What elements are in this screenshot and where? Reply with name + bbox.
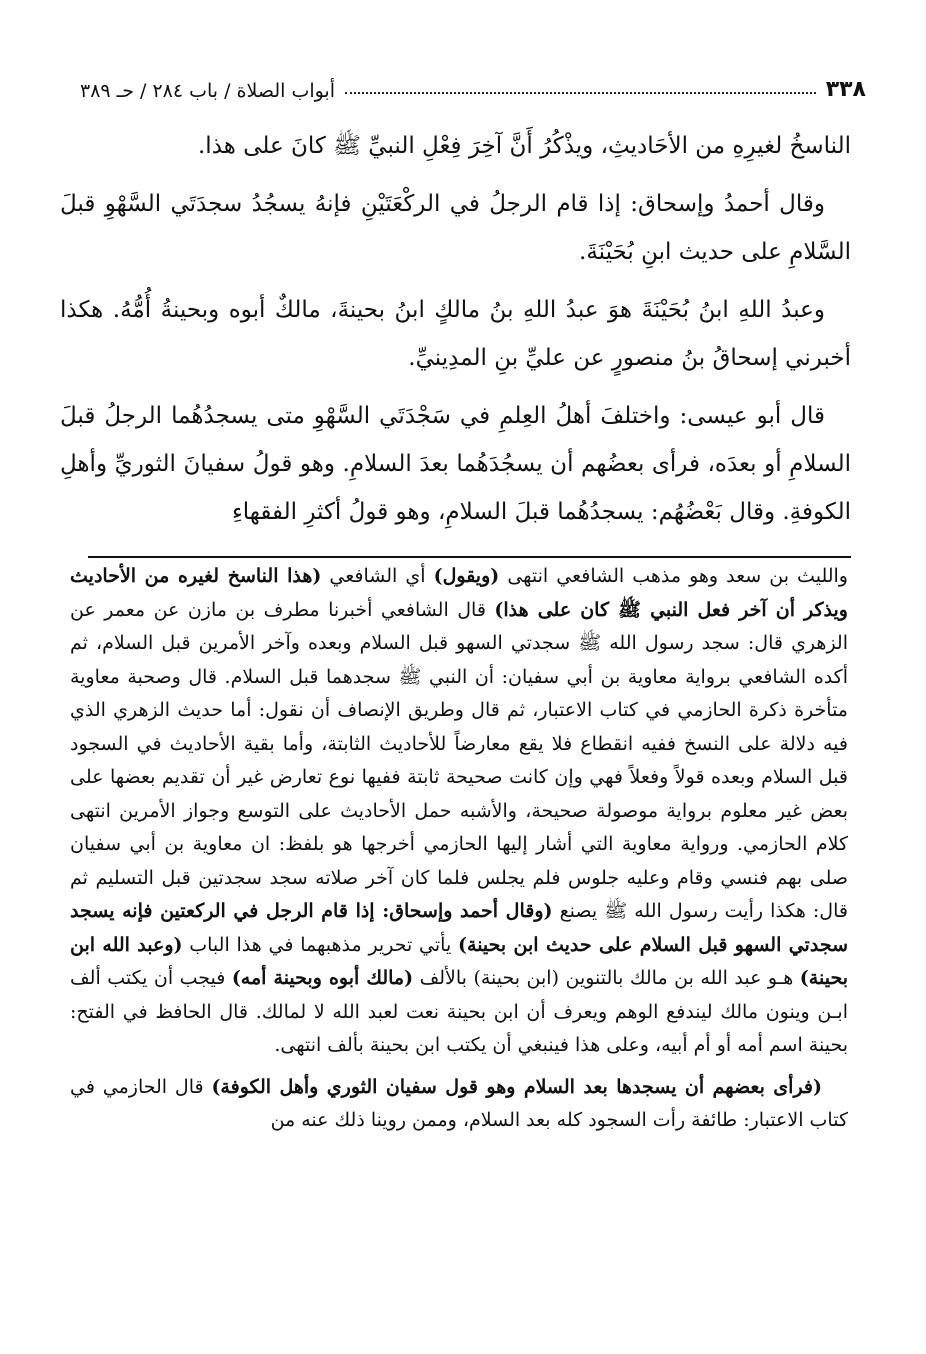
commentary-paragraph: [70, 1071, 848, 1138]
commentary-quoted-text: (فرأى بعضهم أن يسجدها بعد السلام وهو قول سفيان الثوري وأهل الكوفة): [211, 1075, 822, 1098]
commentary-text-run: فيجب أن يكتب ألف ابـن وينون مالك ليندفع الوهم ويعرف أن ابن بحينة نعت لعبد الله لا لمالك. قال الحافظ في الفتح: بحينة اسم أمه أو أم أبيه، وعلى هذا فينبغي أن يكتب ابن بحينة بألف انتهى.: [70, 967, 848, 1056]
commentary-paragraph: [70, 560, 848, 1063]
main-paragraph: وعبدُ اللهِ ابنُ بُحَيْنَةَ هوَ عبدُ اللهِ بنُ مالكٍ ابنُ بحينةَ، مالكٌ أبوه وبحينةُ أُمُّهُ. هكذا أخبرني إسحاقُ بنُ منصورٍ عن عليِّ بنِ المدِينيِّ.: [60, 297, 851, 371]
commentary-text-run: يأتي تحرير مذهبهما في هذا الباب: [182, 933, 459, 956]
commentary-text-run: والليث بن سعد وهو مذهب الشافعي انتهى: [499, 565, 848, 587]
commentary-text-run: قال الشافعي أخبرنا مطرف بن مازن عن معمر عن الزهري قال: سجد رسول الله ﷺ سجدتي السهو قبل السلام وبعده وآخر الأمرين قبل السلام، ثم أكده الشافعي برواية معاوية بن أبي سفيان: أن النبي ﷺ سجدهما قبل السلام. قال وصحبة معاوية متأخرة ذكرة الحازمي في كتاب الاعتبار، ثم قال وطريق الإنصاف أن نقول: أما حديث الزهري الذي فيه دلالة على النسخ ففيه انقطاع فلا يقع معارضاً للأحاديث الثابتة، وأما بقية الأحاديث في السجود قبل السلام وبعده قولاً وفعلاً فهي وإن كانت صحيحة ثابتة ففيها نوع تعارض غير أن تقديم بعضها على بعض غير معلوم برواية موصولة صحيحة، والأشبه حمل الأحاديث على التوسع وجواز الأمرين انتهى كلام الحازمي. ورواية معاوية التي أشار إليها الحازمي أخرجها هو بلفظ: ان معاوية بن أبي سفيان صلى بهم فنسي وقام وعليه جلوس فلم يجلس فلما كان آخر صلاته سجد سجدتين قبل التسليم ثم قال: هكذا رأيت رسول الله ﷺ يصنع: [70, 598, 848, 922]
running-title: أبواب الصلاة / باب ٢٨٤ / حـ ٣٨٩: [80, 80, 336, 102]
commentary-quoted-text: (وقال أحمد وإسحاق: إذا قام الرجل في الركعتين فإنه يسجد سجدتي السهو قبل السلام على حديث ابن بحينة): [70, 900, 848, 956]
commentary-text-run: قال الحازمي في كتاب الاعتبار: طائفة رأت السجود كله بعد السلام، وممن روينا ذلك عنه من: [70, 1075, 848, 1131]
main-paragraph: الناسخُ لغيرِهِ من الأحَاديثِ، ويذْكُرُ أَنَّ آخِرَ فِعْلِ النبيِّ ﷺ كانَ على هذا.: [198, 133, 851, 159]
main-paragraph: قال أبو عيسى: واختلفَ أهلُ العِلمِ في سَجْدَتَي السَّهْوِ متى يسجدُهُما الرجلُ قبلَ السلامِ أو بعدَه، فرأى بعضُهم أن يسجُدَهُما بعدَ السلامِ. وهو قولُ سفيانَ الثوريِّ وأهلِ الكوفةِ. وقال بَعْضُهُم: يسجدُهُما قبلَ السلامِ، وهو قولُ أكثرِ الفقهاءِ: [60, 403, 851, 525]
commentary-text-run: هـو عبد الله بن مالك بالتنوين (ابن بحينة) بالألف: [413, 967, 800, 989]
page-header: [80, 62, 866, 102]
page-number: ٣٣٨: [825, 77, 866, 102]
footnote-divider: [88, 556, 851, 558]
commentary-quoted-text: (ويقول): [433, 565, 500, 587]
commentary-quoted-text: (مالك أبوه وبحينة أمه): [231, 967, 414, 989]
main-text: [60, 122, 851, 540]
commentary-text: [70, 560, 848, 1320]
main-paragraph: وقال أحمدُ وإسحاق: إذا قام الرجلُ في الركْعَتَيْنِ فإنهُ يسجُدُ سجدَتَي السَّهْوِ قبلَ السَّلامِ على حديث ابنِ بُحَيْنَةَ.: [60, 191, 851, 265]
header-dot-leader: [345, 91, 816, 94]
commentary-quoted-text: (هذا الناسخ لغيره من الأحاديث ويذكر أن آخر فعل النبي ﷺ كان على هذا): [70, 565, 848, 621]
commentary-text-run: أي الشافعي: [321, 565, 434, 587]
commentary-quoted-text: (وعبد الله ابن بحينة): [70, 933, 848, 989]
